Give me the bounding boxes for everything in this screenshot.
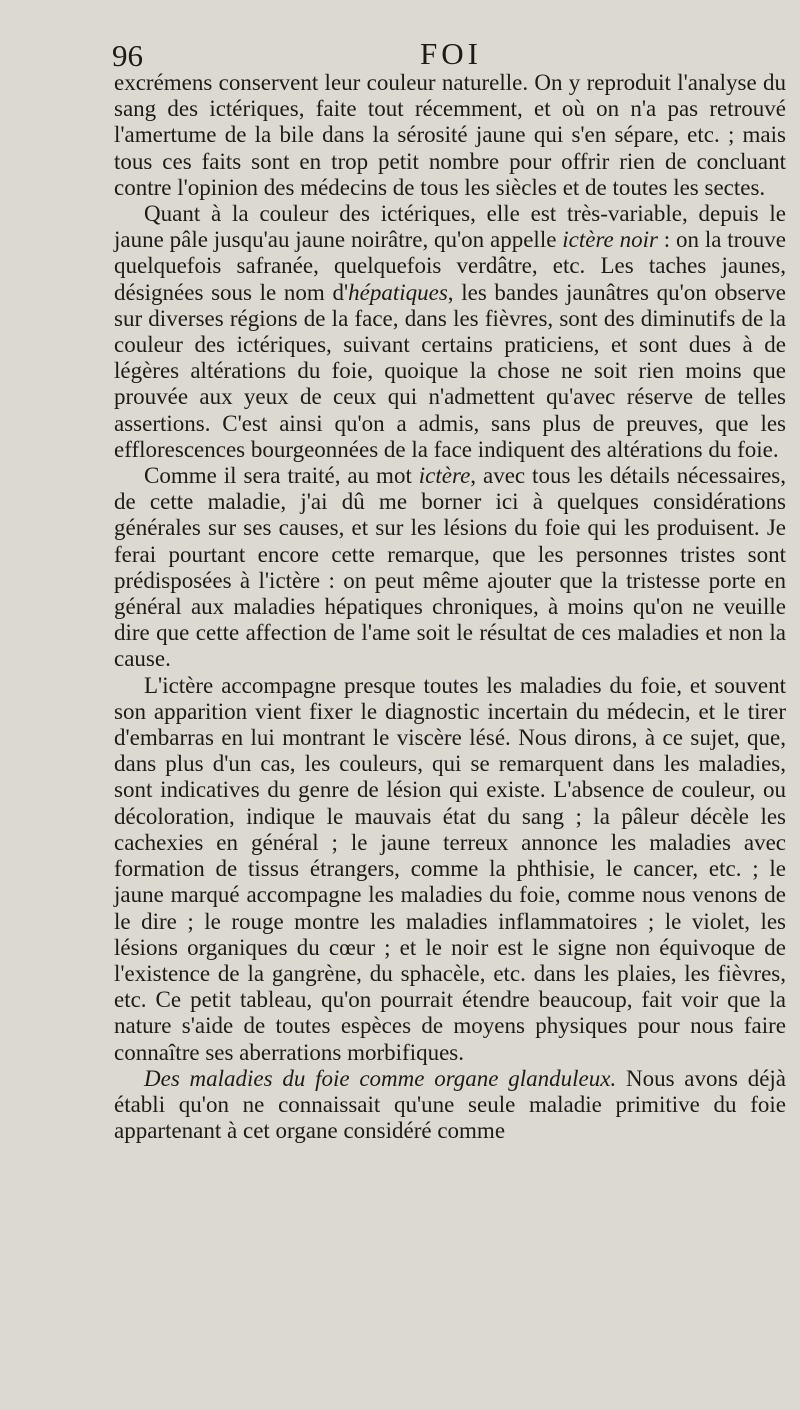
text-run: L'ictère accompagne presque toutes les maladies du foie, et souvent son apparition vient fixer le diagnostic incertain du médecin, et le tirer d'embarras en lui montrant le viscère lésé. Nous dirons, à ce sujet, que, dans plus d'un cas, les couleurs, qui se remarquent dans les maladies, sont indicatives du genre de lésion qui existe. L'absence de couleur, ou décoloration, indique le mauvais état du sang ; la pâleur décèle les cachexies en général ; le jaune terreux annonce les maladies avec formation de tissus étrangers, comme la phthisie, le cancer, etc. ; le jaune marqué accompagne les maladies du foie, comme nous venons de le dire ; le rouge montre les maladies inflammatoires ; le violet, les lésions organiques du cœur ; et le noir est le signe non équivoque de l'existence de la gangrène, du sphacèle, etc. dans les plaies, les fièvres, etc. Ce petit tableau, qu'on pourrait étendre beaucoup, fait voir que la nature s'aide de toutes espèces de moyens physiques pour nous faire connaître ses aberrations morbifiques. [114, 672, 786, 1065]
text-run: excrémens conservent leur couleur naturelle. On y reproduit l'analyse du sang des ictériques, faite tout récemment, et où on n'a pas retrouvé l'amertume de la bile dans la sérosité jaune qui s'en sépare, etc. ; mais tous ces faits sont en trop petit nombre pour offrir rien de concluant contre l'opinion des médecins de tous les siècles et de toutes les sectes. [114, 70, 786, 200]
paragraph [114, 1066, 786, 1145]
italic-text: Des maladies du foie comme organe glanduleux. [144, 1065, 617, 1091]
paragraph [114, 463, 786, 673]
italic-text: ictère [418, 463, 471, 489]
text-run: , avec tous les détails nécessaires, de cette maladie, j'ai dû me borner ici à quelques considérations générales sur ses causes, et sur les lésions du foie qui les produisent. Je ferai pourtant encore cette remarque, que les personnes tristes sont prédisposées à l'ictère : on peut même ajouter que la tristesse porte en général aux maladies hépatiques chroniques, à moins qu'on ne veuille dire que cette affection de l'ame soit le résultat de ces maladies et non la cause. [114, 463, 787, 672]
running-title: FOI [420, 36, 482, 71]
paragraph [114, 673, 786, 1066]
italic-text: ictère noir [562, 227, 658, 253]
text-run: Quant à la couleur des ictériques, elle est très-variable, depuis le jaune pâle jusqu'au jaune noirâtre, qu'on appelle [114, 201, 786, 253]
text-run: : on la trouve quelquefois safranée, quelquefois verdâtre, etc. Les taches jaunes, désignées sous le nom d' [114, 227, 787, 305]
page-header [112, 30, 800, 74]
page-number: 96 [112, 38, 143, 73]
text-run: , les bandes jaunâtres qu'on observe sur diverses régions de la face, dans les fièvres, sont des diminutifs de la couleur des ictériques, suivant certains praticiens, et sont dues à de légères altérations du foie, quoique la chose ne soit rien moins que prouvée aux yeux de ceux qui n'admettent qu'avec réserve de telles assertions. C'est ainsi qu'on a admis, sans plus de preuves, que les efflorescences bourgeonnées de la face indiquent des altérations du foie. [114, 279, 787, 462]
italic-text: hépatiques [348, 279, 448, 305]
text-run: Nous avons déjà établi qu'on ne connaissait qu'une seule maladie primitive du foie appartenant à cet organe considéré comme [114, 1065, 787, 1144]
paragraph [114, 70, 786, 201]
text-run: Comme il sera traité, au mot [144, 463, 419, 489]
paragraph [114, 201, 786, 463]
body-text [114, 70, 786, 1144]
